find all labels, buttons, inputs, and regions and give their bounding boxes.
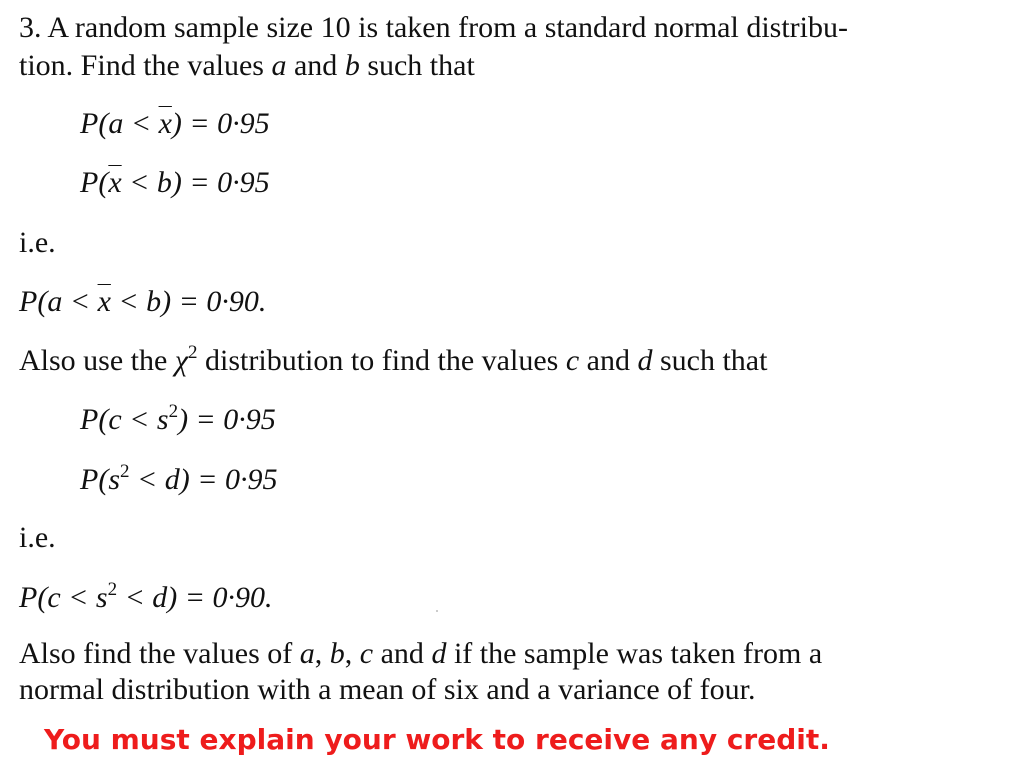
ie-label-1 <box>19 225 56 261</box>
equation-part: < d) = 0·90. <box>117 581 273 614</box>
problem-intro-line2 <box>19 48 475 84</box>
intro-text-line1: 3. A random sample size 10 is taken from a standard normal distribu- <box>19 11 848 44</box>
equation-part: P(c < s <box>80 403 169 436</box>
final-instruction-line2 <box>19 672 755 708</box>
equation-part: ) = 0·95 <box>171 107 270 140</box>
final-text-segment: and <box>373 637 432 670</box>
chi-symbol: χ <box>174 344 189 377</box>
x-bar-symbol: $\overline{x}$ <box>97 285 111 318</box>
final-text-segment: , <box>314 637 330 670</box>
equation-p-c-s2-d <box>19 580 273 616</box>
chi-text-segment: distribution to find the values <box>197 344 566 377</box>
equation-p-c-less-s2 <box>80 402 276 438</box>
intro-text-segment: tion. Find the values <box>19 49 272 82</box>
square-superscript: 2 <box>107 579 118 600</box>
variable-c: c <box>565 344 580 377</box>
credit-warning <box>44 720 830 760</box>
variable-a: a <box>299 637 315 670</box>
equation-p-s2-less-d <box>80 462 277 498</box>
chi-superscript: 2 <box>188 342 198 363</box>
scan-speck <box>436 610 438 612</box>
equation-part: < b) = 0·95 <box>121 166 270 199</box>
ie-label-2 <box>19 520 56 556</box>
final-text-segment: , <box>344 637 360 670</box>
ie-text: i.e. <box>19 226 56 259</box>
problem-intro-line1 <box>19 10 848 46</box>
equation-part: P(a < <box>80 107 159 140</box>
chi-text-segment: and <box>579 344 638 377</box>
chi-text-segment: Also use the <box>19 344 175 377</box>
x-bar-symbol: $\overline{x}$ <box>108 166 122 199</box>
x-bar-symbol: $\overline{x}$ <box>158 107 172 140</box>
equation-part: < d) = 0·95 <box>129 463 278 496</box>
equation-part: P( <box>80 166 109 199</box>
square-superscript: 2 <box>120 461 130 482</box>
variable-b: b <box>329 637 345 670</box>
equation-part: ) = 0·95 <box>178 403 276 436</box>
equation-p-a-xbar-b <box>19 284 266 320</box>
variable-c: c <box>359 637 374 670</box>
equation-part: < b) = 0·90. <box>110 285 267 318</box>
credit-warning-text: You must explain your work to receive any credit. <box>44 723 830 756</box>
intro-text-segment: such that <box>359 49 475 82</box>
square-superscript: 2 <box>168 401 179 422</box>
variable-a: a <box>271 49 287 82</box>
equation-p-xbar-less-b <box>80 165 270 201</box>
final-text-segment: if the sample was taken from a <box>446 637 823 670</box>
variable-b: b <box>344 49 360 82</box>
variable-d: d <box>637 344 653 377</box>
final-text-line2: normal distribution with a mean of six and a variance of four. <box>19 673 756 706</box>
ie-text: i.e. <box>19 521 56 554</box>
variable-d: d <box>431 637 447 670</box>
equation-part: P(c < s <box>19 581 108 614</box>
equation-p-a-less-xbar <box>80 106 270 142</box>
intro-text-segment: and <box>286 49 345 82</box>
final-text-segment: Also find the values of <box>19 637 300 670</box>
equation-part: P(a < <box>19 285 98 318</box>
equation-part: P(s <box>80 463 120 496</box>
final-instruction-line1 <box>19 634 989 674</box>
chi-text-segment: such that <box>652 344 768 377</box>
chi-squared-instruction <box>19 343 767 379</box>
